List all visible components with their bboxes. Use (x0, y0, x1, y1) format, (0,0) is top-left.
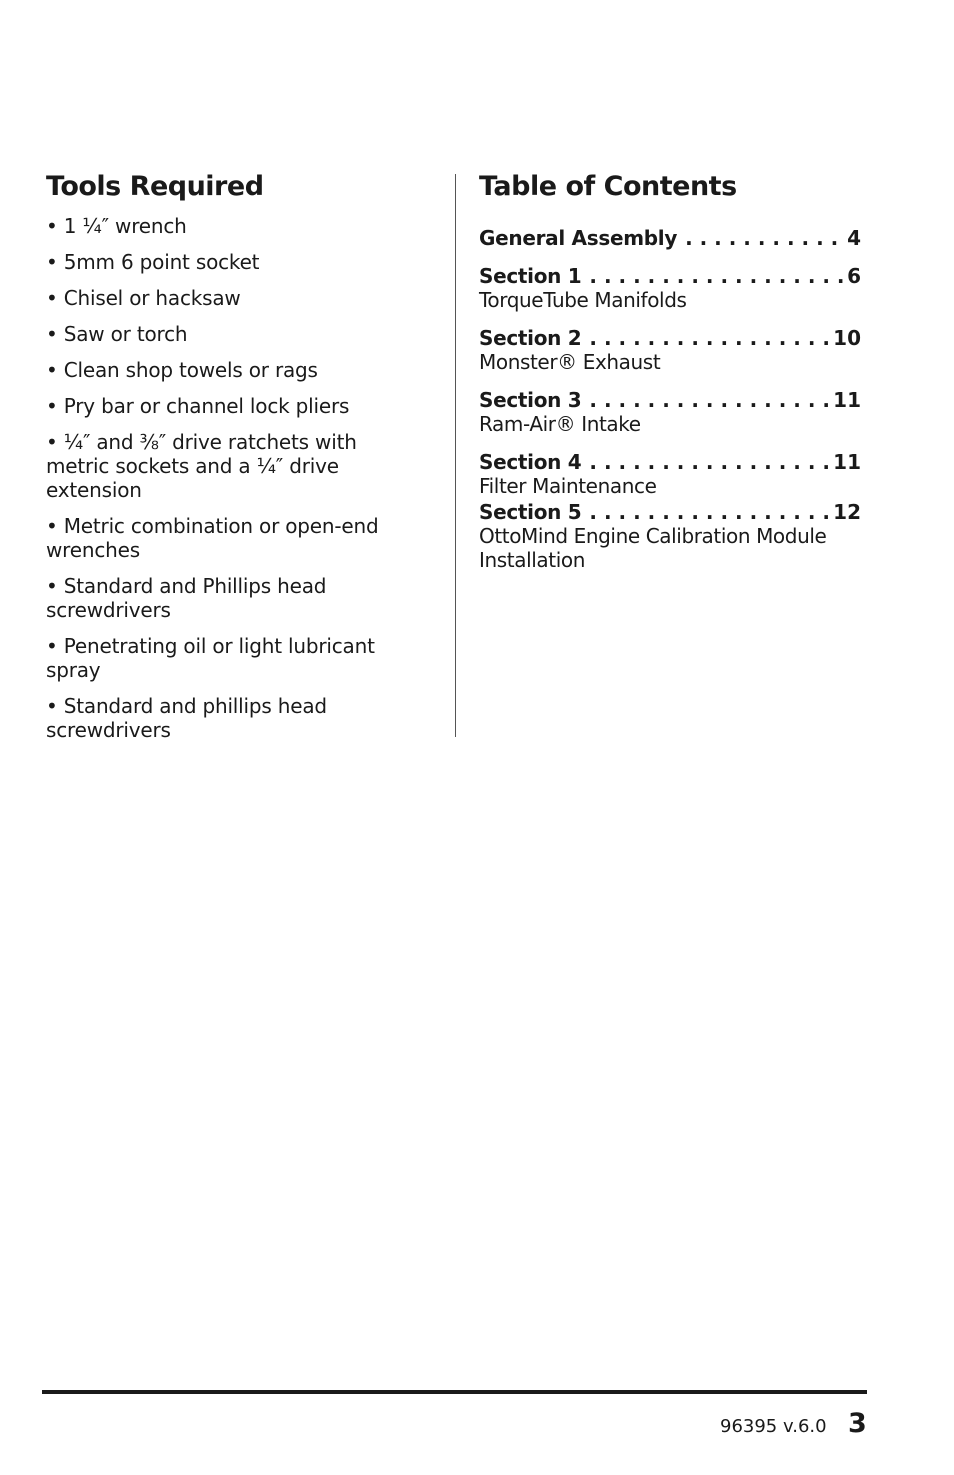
column-divider (455, 174, 456, 737)
tool-item: • 5mm 6 point socket (46, 250, 260, 274)
tools-required-section (46, 170, 416, 754)
toc-entry-label: Section 1 (479, 264, 582, 288)
toc-page-number: 6 (847, 264, 861, 288)
tool-item: • 1 ¼″ wrench (46, 214, 187, 238)
toc-leader-dots (685, 226, 845, 250)
toc-entry-section-5[interactable] (479, 500, 861, 572)
footer-page-number: 3 (848, 1408, 867, 1439)
toc-entry-section-4[interactable] (479, 450, 861, 498)
tool-item: • Saw or torch (46, 322, 188, 346)
toc-entry-label: Section 3 (479, 388, 582, 412)
toc-entry-general-assembly[interactable] (479, 226, 861, 250)
table-of-contents (479, 170, 861, 586)
toc-leader-dots (589, 326, 831, 350)
toc-entry-label: General Assembly (479, 226, 678, 250)
tool-item: • Standard and Phillips head screwdrivers (46, 574, 327, 622)
toc-leader-dots (589, 500, 831, 524)
tool-item: • Standard and phillips head screwdrivers (46, 694, 327, 742)
tool-item: • Chisel or hacksaw (46, 286, 241, 310)
toc-entry-section-1[interactable] (479, 264, 861, 312)
toc-entry-label: Section 4 (479, 450, 582, 474)
tools-required-heading: Tools Required (46, 171, 264, 202)
toc-entry-subtitle: Filter Maintenance (479, 474, 657, 498)
tool-item: • Penetrating oil or light lubricant spray (46, 634, 375, 682)
toc-entry-subtitle: OttoMind Engine Calibration Module Installation (479, 524, 827, 572)
toc-entry-section-3[interactable] (479, 388, 861, 436)
toc-page-number: 4 (847, 226, 861, 250)
toc-leader-dots (589, 450, 831, 474)
toc-entry-label: Section 2 (479, 326, 582, 350)
tool-item: • Metric combination or open-end wrenches (46, 514, 379, 562)
toc-entry-subtitle: Ram-Air® Intake (479, 412, 641, 436)
toc-heading: Table of Contents (479, 171, 737, 202)
tool-item: • Pry bar or channel lock pliers (46, 394, 350, 418)
toc-entry-label: Section 5 (479, 500, 582, 524)
toc-leader-dots (589, 388, 831, 412)
tool-item: • ¼″ and ⅜″ drive ratchets with metric sockets and a ¼″ drive extension (46, 430, 357, 502)
toc-entry-subtitle: TorqueTube Manifolds (479, 288, 687, 312)
toc-page-number: 11 (833, 388, 861, 412)
tools-list (46, 214, 416, 742)
footer-doc-version: 96395 v.6.0 (720, 1416, 827, 1437)
toc-page-number: 12 (833, 500, 861, 524)
toc-entry-subtitle: Monster® Exhaust (479, 350, 661, 374)
toc-entry-section-2[interactable] (479, 326, 861, 374)
toc-page-number: 11 (833, 450, 861, 474)
tool-item: • Clean shop towels or rags (46, 358, 318, 382)
toc-leader-dots (589, 264, 845, 288)
footer-rule (42, 1390, 867, 1394)
toc-page-number: 10 (833, 326, 861, 350)
